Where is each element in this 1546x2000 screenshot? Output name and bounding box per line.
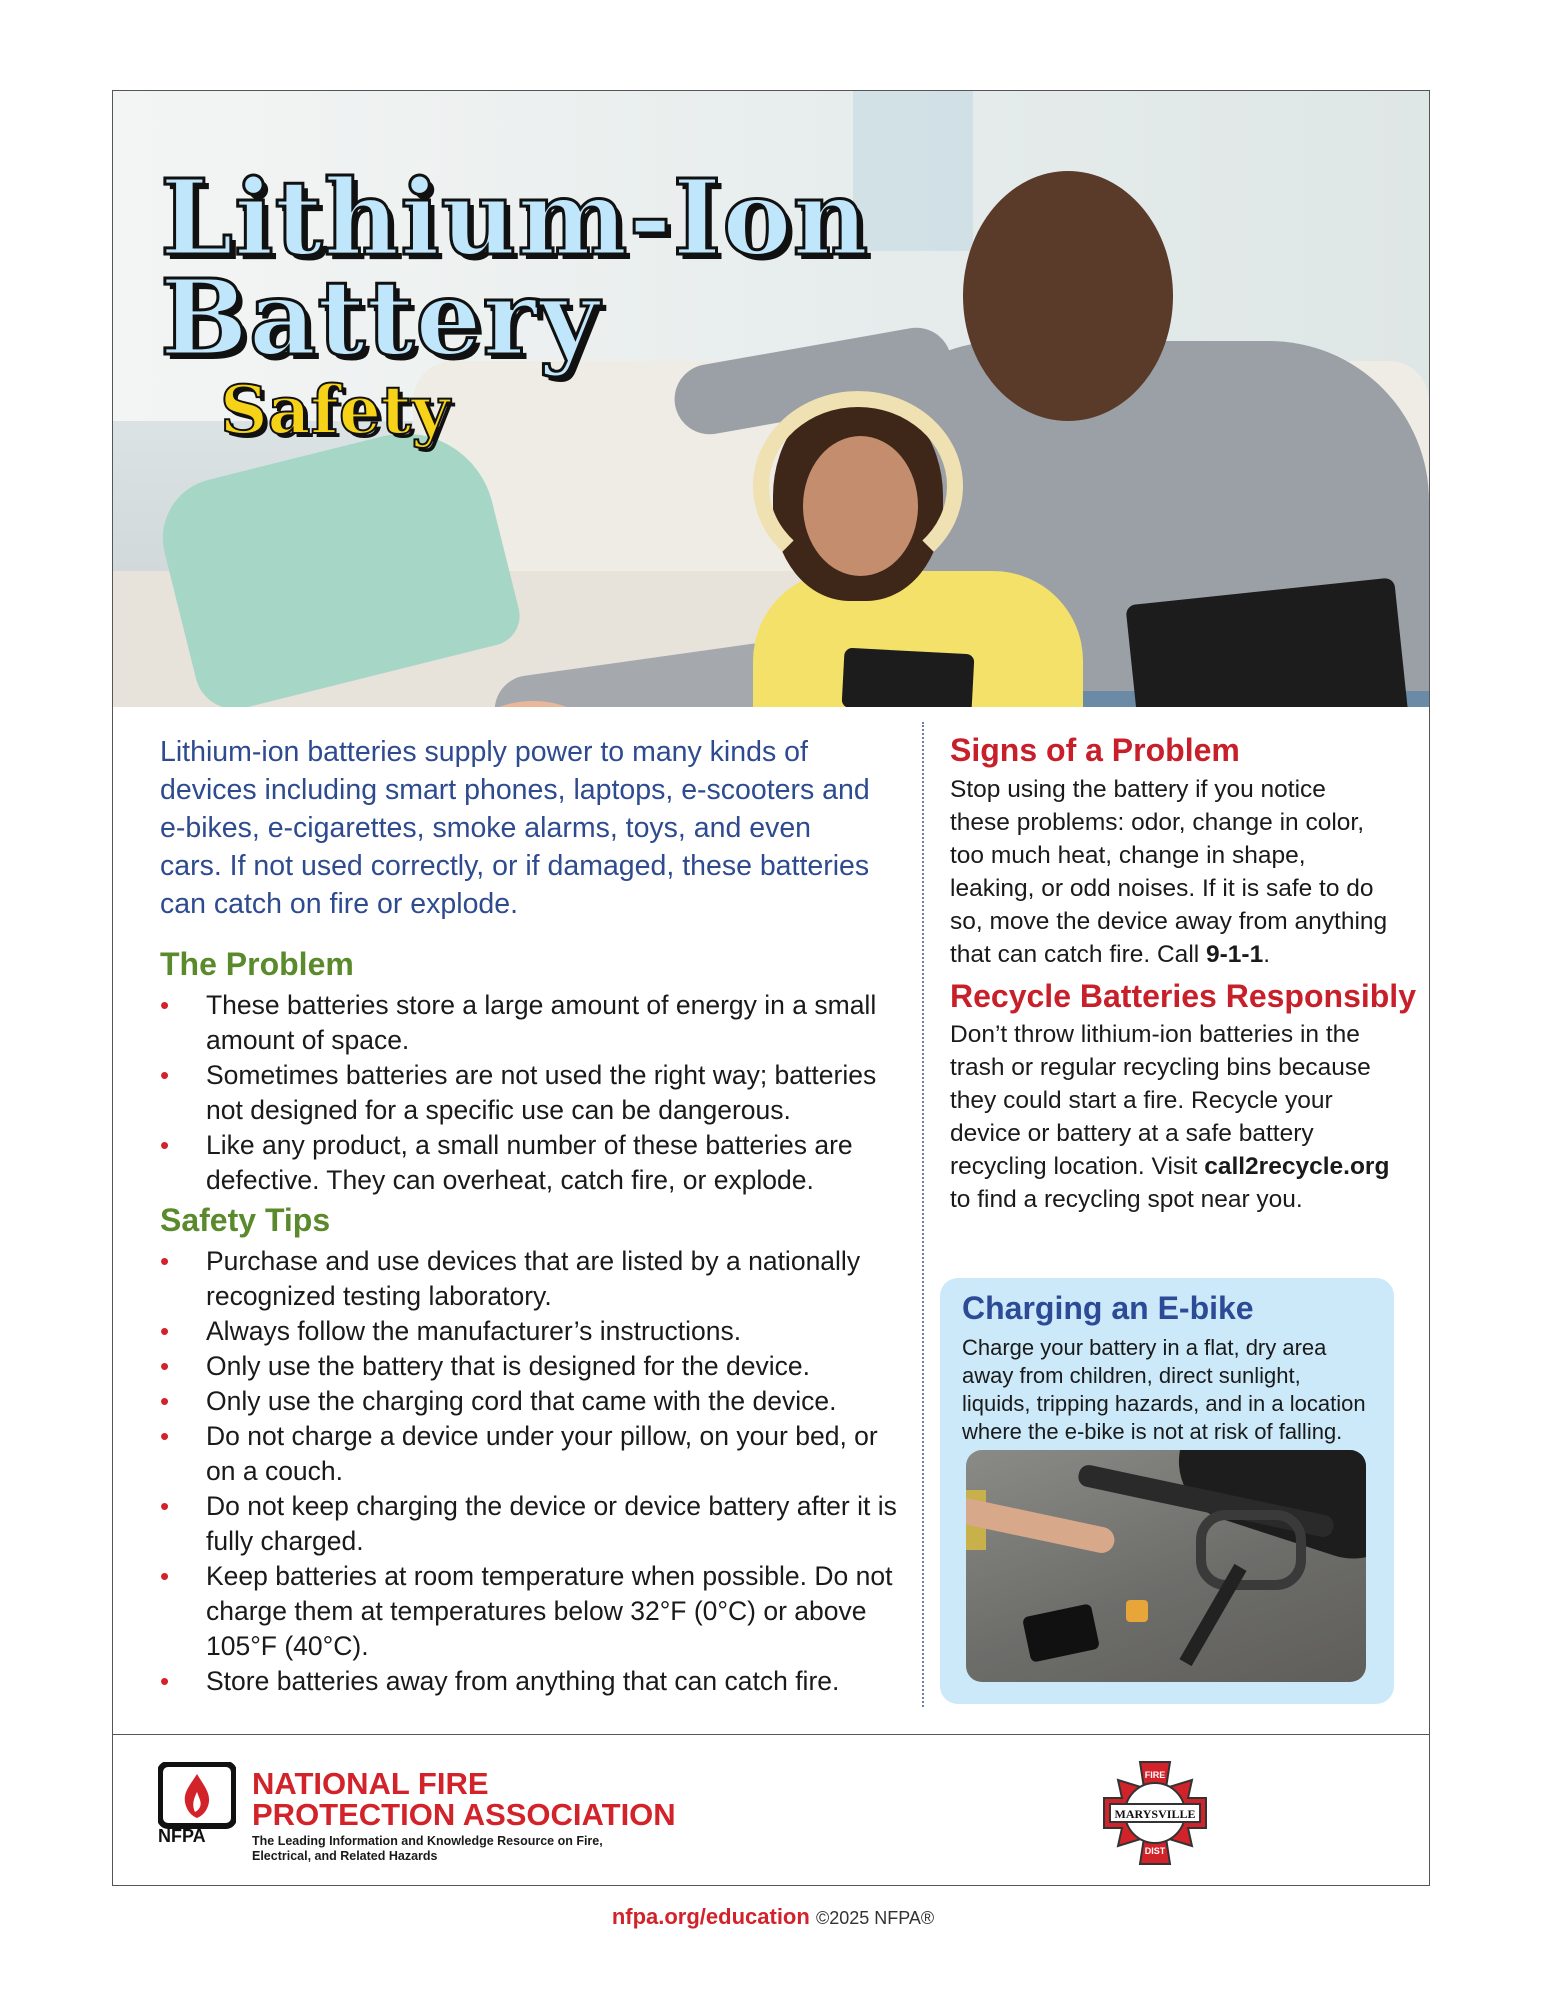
signs-text: Stop using the battery if you notice these problems: odor, change in color, too much heat, change in shape, leaking, or odd noises. If it is safe to do so, move the device away from anything that can catch fire. Call 9-1-1.: [950, 776, 1388, 968]
bullet-icon: •: [160, 1316, 170, 1346]
copyright: ©2025 NFPA®: [815, 1908, 935, 1928]
bullet-icon: •: [160, 1421, 170, 1451]
bullet-icon: •: [160, 1351, 170, 1381]
title-line-2: Battery: [160, 256, 600, 379]
bullet-icon: •: [160, 1561, 170, 1591]
phone-device: [842, 648, 975, 707]
bullet-icon: •: [160, 1386, 170, 1416]
marysville-fire-badge-icon: [1100, 1758, 1210, 1868]
list-item: • Store batteries away from anything that can catch fire.: [160, 1664, 900, 1699]
problem-list: [160, 988, 900, 1198]
signs-heading: Signs of a Problem: [950, 732, 1240, 768]
footer-url-line: [0, 1904, 1546, 1930]
bullet-icon: •: [160, 990, 170, 1020]
badge-top-text: FIRE: [1144, 1770, 1166, 1780]
list-item: • Sometimes batteries are not used the right way; batteries not designed for a specific use can be dangerous.: [160, 1060, 877, 1125]
list-item: • These batteries store a large amount of energy in a small amount of space.: [160, 990, 877, 1055]
problem-heading: The Problem: [160, 946, 354, 982]
list-item: • Always follow the manufacturer’s instructions.: [160, 1314, 900, 1349]
wall-art: [853, 91, 973, 251]
column-divider: [922, 722, 924, 1707]
ebike-callout: [940, 1278, 1394, 1704]
badge-mid-text: MARYSVILLE: [1114, 1807, 1196, 1821]
recycle-heading: Recycle Batteries Responsibly: [950, 978, 1416, 1014]
list-item: • Purchase and use devices that are listed by a nationally recognized testing laboratory.: [160, 1246, 861, 1311]
org-name: NATIONAL FIRE PROTECTION ASSOCIATION: [252, 1766, 676, 1832]
nfpa-abbreviation: NFPA: [158, 1826, 206, 1846]
intro-paragraph: Lithium-ion batteries supply power to many kinds of devices including smart phones, laptops, e-scooters and e-bikes, e-cigarettes, smoke alarms, toys, and even cars. If not used correctly, or if damaged, these batteries can catch on fire or explode.: [160, 736, 870, 920]
ebike-photo: [966, 1450, 1366, 1682]
tips-list: [160, 1244, 900, 1699]
emergency-number: 9-1-1: [1206, 941, 1264, 968]
list-item: • Only use the charging cord that came with the device.: [160, 1384, 900, 1419]
education-link[interactable]: nfpa.org/education: [611, 1904, 810, 1929]
list-item: • Only use the battery that is designed for the device.: [160, 1349, 900, 1384]
title-line-1: Lithium-Ion: [160, 156, 870, 279]
ebike-text: Charge your battery in a flat, dry area away from children, direct sunlight, liquids, tripping hazards, and in a location where the e-bike is not at risk of falling.: [962, 1335, 1366, 1444]
charger-icon: [1022, 1603, 1100, 1663]
org-tagline: The Leading Information and Knowledge Resource on Fire, Electrical, and Related Hazards: [252, 1834, 603, 1863]
bullet-icon: •: [160, 1060, 170, 1090]
recycle-text: Don’t throw lithium-ion batteries in the trash or regular recycling bins because they could start a fire. Recycle your device or battery at a safe battery recycling location. Visit call2recycle.org to find a recycling spot near you.: [950, 1021, 1390, 1213]
list-item: • Do not charge a device under your pillow, on your bed, or on a couch.: [160, 1421, 878, 1486]
footer-divider: [113, 1734, 1429, 1735]
list-item: • Like any product, a small number of these batteries are defective. They can overheat, catch fire, or explode.: [160, 1130, 853, 1195]
ebike-heading: Charging an E-bike: [962, 1290, 1254, 1326]
page-title: [160, 156, 870, 449]
tips-heading: Safety Tips: [160, 1202, 331, 1238]
badge-bottom-text: DIST: [1144, 1846, 1166, 1856]
bullet-icon: •: [160, 1666, 170, 1696]
list-item: • Keep batteries at room temperature when possible. Do not charge them at temperatures below 32°F (0°C) or above 105°F (40°C).: [160, 1561, 893, 1661]
bullet-icon: •: [160, 1246, 170, 1276]
bullet-icon: •: [160, 1130, 170, 1160]
list-item: • Do not keep charging the device or device battery after it is fully charged.: [160, 1491, 897, 1556]
bullet-icon: •: [160, 1491, 170, 1521]
recycle-link[interactable]: call2recycle.org: [1204, 1153, 1390, 1180]
title-line-3: Safety: [220, 371, 450, 449]
